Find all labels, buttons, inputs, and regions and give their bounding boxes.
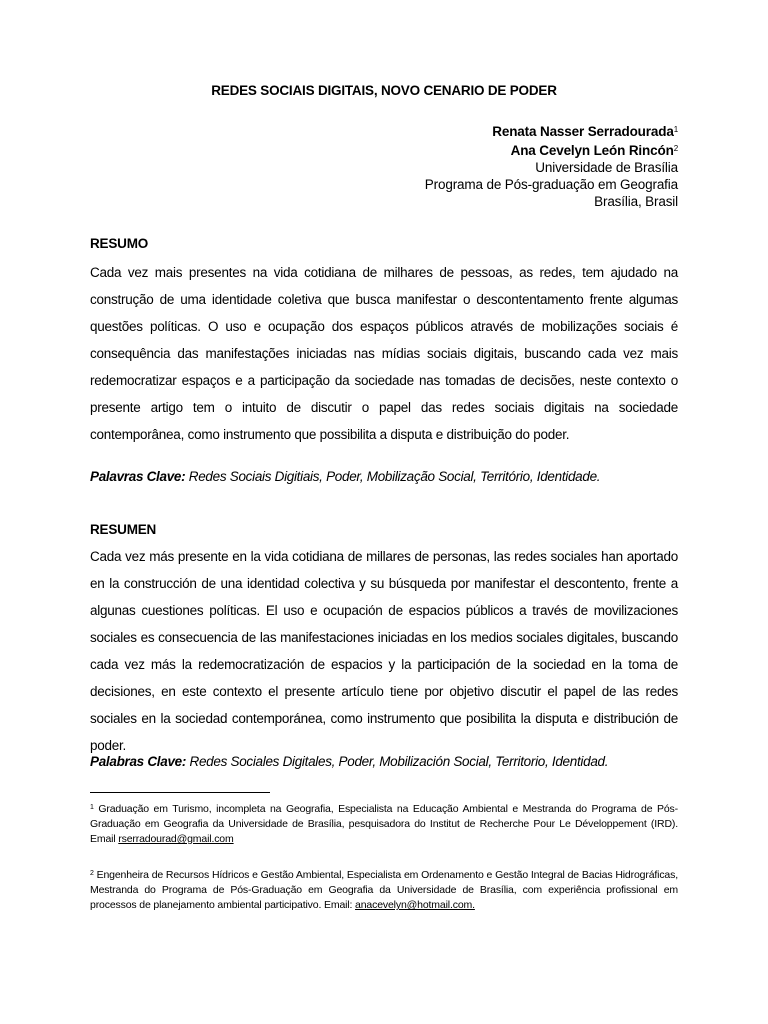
- footnote-2-text: Engenheira de Recursos Hídricos e Gestão Ambiental, Especialista em Ordenamento e Gestão Integral de Bacias Hidrográficas, Mestranda do Programa de Pós-Graduação em Geografia da Universidade de Brasília, com experiência profissional em processos de planejamento ambiental participativo. Email:: [90, 869, 678, 911]
- footnote-1: [90, 800, 678, 847]
- affiliation-university: Universidade de Brasília: [535, 160, 678, 175]
- resumo-keywords-list: Redes Sociais Digitiais, Poder, Mobilização Social, Território, Identidade.: [185, 469, 601, 484]
- resumo-heading: RESUMO: [90, 236, 149, 251]
- resumo-keywords-label: Palavras Clave:: [90, 469, 186, 484]
- resumen-keywords: [90, 754, 678, 769]
- resumen-text: Cada vez más presente en la vida cotidiana de millares de personas, las redes sociales han aportado en la construcción de una identidad colectiva y su búsqueda por manifestar el descontento, frente a algunas cuestiones políticas. El uso e ocupación de espacios públicos a través de movilizaciones sociales es consecuencia de las manifestaciones iniciadas en los medios sociales digitales, buscando cada vez más la redemocratización de espacios y la participación de la sociedad en la toma de decisiones, en este contexto el presente artículo tiene por objetivo discutir el papel de las redes sociales en la sociedad contemporánea, como instrumento que posibilita la disputa e distribución de poder.: [90, 549, 678, 753]
- affiliation-location: Brasília, Brasil: [594, 194, 678, 209]
- footnote-divider: [90, 792, 270, 793]
- footnote-2-email-link[interactable]: anacevelyn@hotmail.com.: [355, 899, 475, 911]
- affiliation-program: Programa de Pós-graduação em Geografia: [424, 177, 678, 192]
- author-2: [425, 140, 678, 159]
- resumo-text: Cada vez mais presentes na vida cotidiana de milhares de pessoas, as redes, tem ajudado na construção de uma identidade coletiva que busca manifestar o descontentamento frente algumas questões políticas. O uso e ocupação dos espaços públicos através de mobilizações sociais é consequência das manifestações iniciadas nas mídias sociais digitais, buscando cada vez mais redemocratizar espaços e a participação da sociedade nas tomadas de decisões, neste contexto o presente artigo tem o intuito de discutir o papel das redes sociais digitais na sociedade contemporânea, como instrumento que possibilita a disputa e distribuição do poder.: [90, 265, 678, 442]
- author-2-footnote-mark: 2: [673, 144, 678, 153]
- resumen-keywords-label: Palabras Clave:: [90, 754, 187, 769]
- author-block: [425, 121, 678, 210]
- author-2-name: Ana Cevelyn León Rincón: [510, 143, 674, 158]
- resumen-keywords-list: Redes Sociales Digitales, Poder, Mobilización Social, Territorio, Identidad.: [186, 754, 609, 769]
- author-1-footnote-mark: 1: [673, 125, 678, 134]
- resumen-heading: RESUMEN: [90, 522, 157, 537]
- author-1-name: Renata Nasser Serradourada: [492, 124, 674, 139]
- footnote-1-text: Graduação em Turismo, incompleta na Geografia, Especialista na Educação Ambiental e Mestranda do Programa de Pós-Graduação em Geografia da Universidade de Brasília, pesquisadora do Institut de Recherche Pour Le Développement (IRD). Email: [90, 803, 678, 845]
- footnote-1-mark: 1: [90, 804, 94, 811]
- footnote-2-mark: 2: [90, 870, 94, 877]
- footnote-1-email-link[interactable]: rserradourad@gmail.com: [118, 833, 234, 845]
- resumo-keywords: [90, 469, 678, 484]
- author-1: [425, 121, 678, 140]
- paper-title: REDES SOCIAIS DIGITAIS, NOVO CENARIO DE PODER: [211, 83, 557, 98]
- footnote-2: [90, 866, 678, 913]
